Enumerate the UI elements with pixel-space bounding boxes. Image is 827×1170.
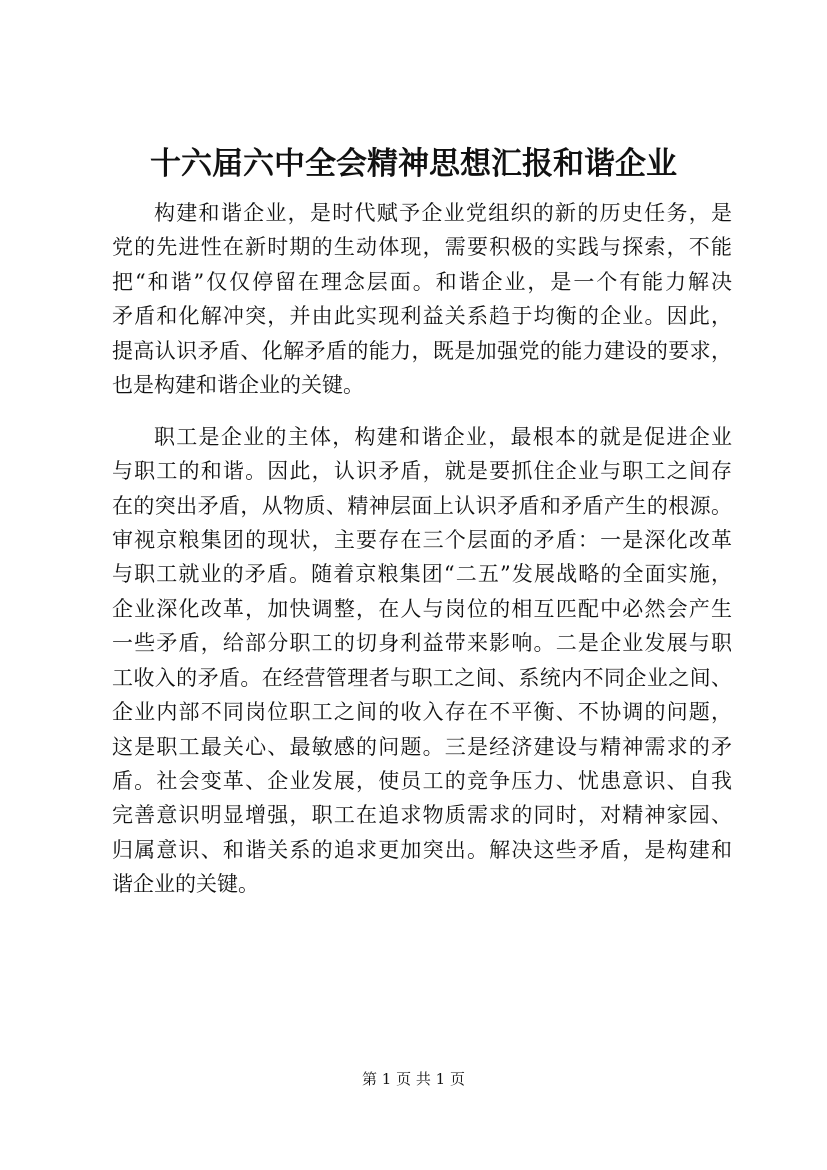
text-line: 企业内部不同岗位职工之间的收入存在不平衡、不协调的问题， bbox=[112, 700, 732, 725]
text-line: 审视京粮集团的现状，主要存在三个层面的矛盾：一是深化改革 bbox=[112, 527, 732, 552]
text-line: 工收入的矛盾。在经营管理者与职工之间、系统内不同企业之间、 bbox=[112, 665, 732, 690]
page-footer: 第 1 页 共 1 页 bbox=[362, 1070, 465, 1088]
document-title: 十六届六中全会精神思想汇报和谐企业 bbox=[150, 146, 677, 182]
text-line: 完善意识明显增强，职工在追求物质需求的同时，对精神家园、 bbox=[112, 803, 732, 828]
paragraph-gap bbox=[112, 403, 732, 420]
text-line: 矛盾和化解冲突，并由此实现利益关系趋于均衡的企业。因此， bbox=[112, 304, 732, 329]
text-line: 一些矛盾，给部分职工的切身利益带来影响。二是企业发展与职 bbox=[112, 631, 732, 656]
text-line: 与职工就业的矛盾。随着京粮集团“二五”发展战略的全面实施， bbox=[112, 562, 732, 587]
text-line: 也是构建和谐企业的关键。 bbox=[112, 373, 364, 398]
text-line: 党的先进性在新时期的生动体现，需要积极的实践与探索，不能 bbox=[112, 235, 732, 260]
text-line: 职工是企业的主体，构建和谐企业，最根本的就是促进企业 bbox=[154, 424, 732, 449]
text-line: 提高认识矛盾、化解矛盾的能力，既是加强党的能力建设的要求， bbox=[112, 338, 732, 363]
text-line: 企业深化改革，加快调整，在人与岗位的相互匹配中必然会产生 bbox=[112, 596, 732, 621]
paragraph-2 bbox=[112, 420, 732, 902]
text-line: 归属意识、和谐关系的追求更加突出。解决这些矛盾，是构建和 bbox=[112, 837, 732, 862]
text-line: 与职工的和谐。因此，认识矛盾，就是要抓住企业与职工之间存 bbox=[112, 459, 732, 484]
text-line: 在的突出矛盾，从物质、精神层面上认识矛盾和矛盾产生的根源。 bbox=[112, 493, 732, 518]
text-line: 谐企业的关键。 bbox=[112, 872, 259, 897]
paragraph-1 bbox=[112, 196, 732, 403]
text-line: 把“和谐”仅仅停留在理念层面。和谐企业，是一个有能力解决 bbox=[112, 269, 732, 294]
text-line: 构建和谐企业，是时代赋予企业党组织的新的历史任务，是 bbox=[154, 201, 732, 225]
text-line: 盾。社会变革、企业发展，使员工的竞争压力、忧患意识、自我 bbox=[112, 769, 732, 793]
document-body bbox=[112, 196, 732, 902]
text-line: 这是职工最关心、最敏感的问题。三是经济建设与精神需求的矛 bbox=[112, 734, 732, 759]
